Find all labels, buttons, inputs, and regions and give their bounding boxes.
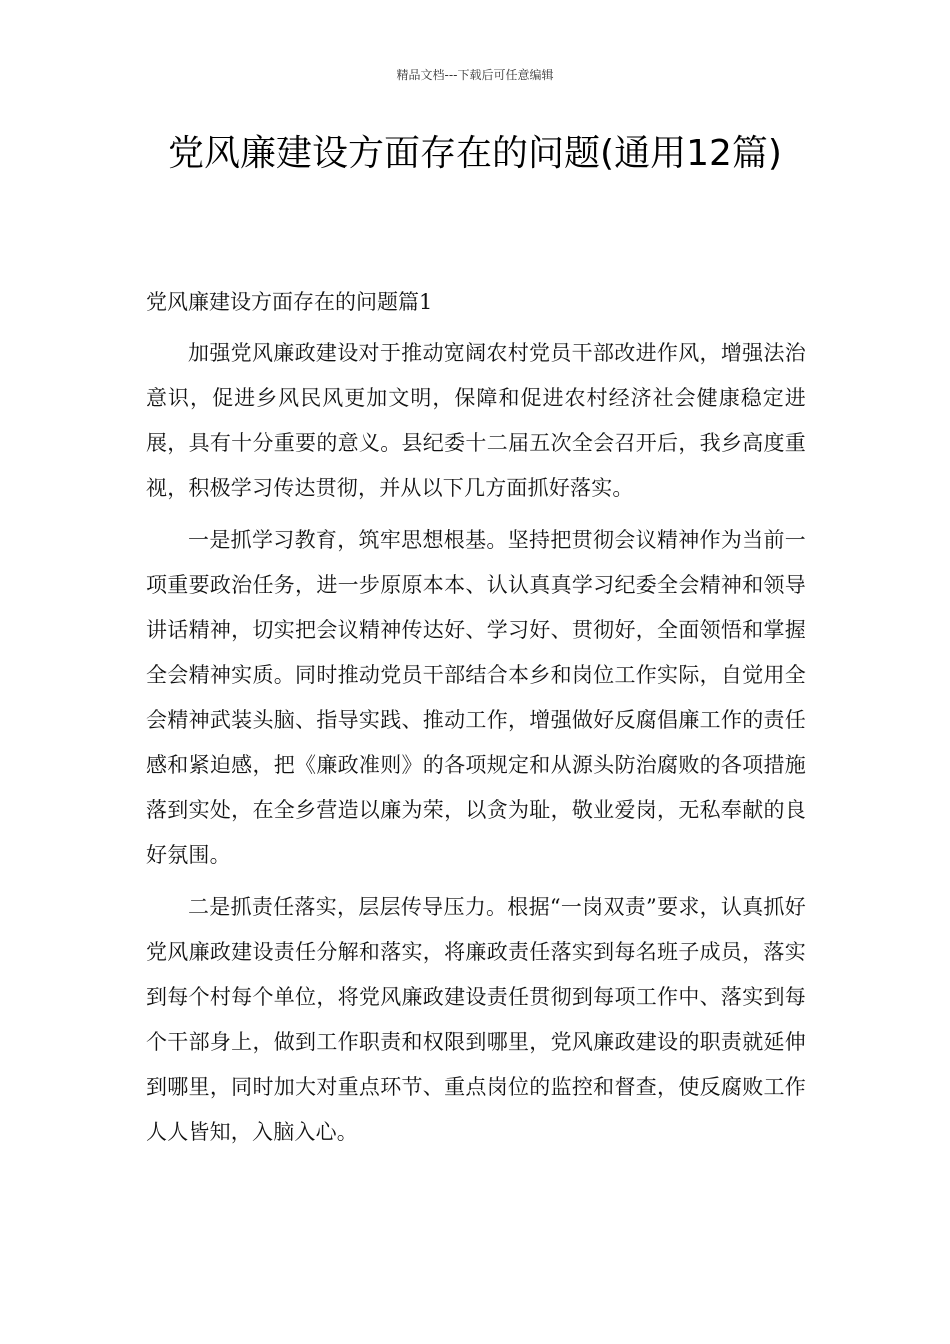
paragraph-responsibility: 二是抓责任落实，层层传导压力。根据“一岗双责”要求，认真抓好党风廉政建设责任分解和落实，将廉政责任落实到每名班子成员，落实到每个村每个单位，将党风廉政建设责任贯彻到每项工作中、落实到每个干部身上，做到工作职责和权限到哪里，党风廉政建设的职责就延伸到哪里，同时加大对重点环节、重点岗位的监控和督查，使反腐败工作人人皆知，入脑入心。 [146,895,806,1144]
paragraph-intro: 加强党风廉政建设对于推动宽阔农村党员干部改进作风，增强法治意识，促进乡风民风更加文明，保障和促进农村经济社会健康稳定进展，具有十分重要的意义。县纪委十二届五次全会召开后，我乡高度重视，积极学习传达贯彻，并从以下几方面抓好落实。 [146,341,806,500]
paragraph-study-education: 一是抓学习教育，筑牢思想根基。坚持把贯彻会议精神作为当前一项重要政治任务，进一步原原本本、认认真真学习纪委全会精神和领导讲话精神，切实把会议精神传达好、学习好、贯彻好，全面领悟和掌握全会精神实质。同时推动党员干部结合本乡和岗位工作实际，自觉用全会精神武装头脑、指导实践、推动工作，增强做好反腐倡廉工作的责任感和紧迫感，把《廉政准则》的各项规定和从源头防治腐败的各项措施落到实处，在全乡营造以廉为荣，以贪为耻，敬业爱岗，无私奉献的良好氛围。 [146,528,806,867]
section-heading: 党风廉建设方面存在的问题篇1 [146,290,433,314]
header-note: 精品文档---下载后可任意编辑 [396,68,554,82]
document-body [146,280,806,1162]
document-title: 党风廉建设方面存在的问题(通用12篇) [168,133,782,174]
